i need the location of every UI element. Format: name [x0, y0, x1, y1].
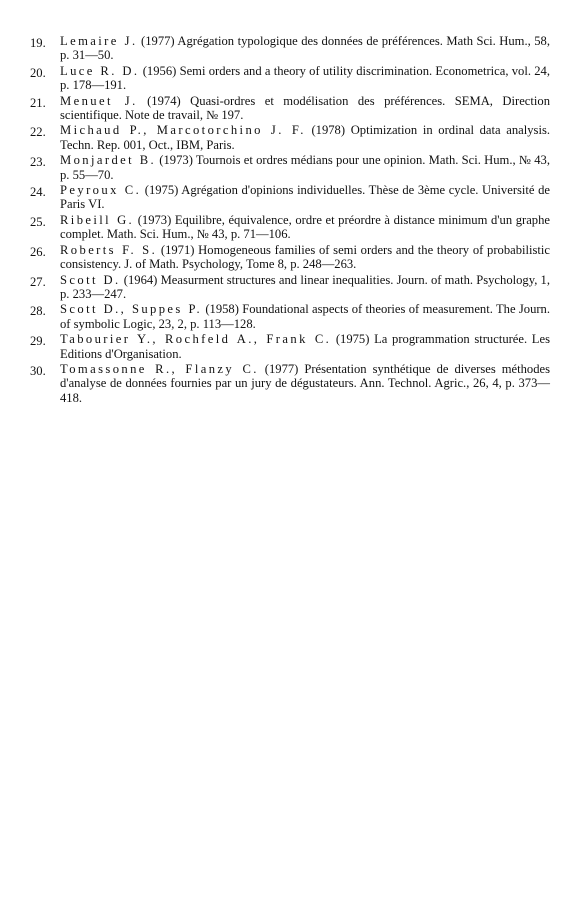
reference-number: 28. [30, 304, 46, 319]
reference-number: 27. [30, 274, 46, 289]
reference-text: (1978) Optimization in ordinal data analysis. Techn. Rep. 001, Oct., IBM, Paris. [60, 123, 550, 152]
reference-author: Monjardet B. [60, 153, 157, 168]
reference-text: (1973) Tournois et ordres médians pour une opinion. Math. Sci. Hum., № 43, p. 55—70. [60, 153, 550, 182]
reference-text: (1977) Présentation synthétique de diverses méthodes d'analyse de données fournies par un jury de dégustateurs. Ann. Technol. Agric., 26, 4, p. 373—418. [60, 361, 550, 405]
reference-item [30, 213, 550, 242]
reference-item [30, 153, 550, 182]
reference-author: Scott D., Suppes P. [60, 302, 203, 317]
reference-number: 30. [30, 363, 46, 378]
reference-author: Tomassonne R., Flanzy C. [60, 361, 259, 376]
reference-text: (1975) Agrégation d'opinions individuelles. Thèse de 3ème cycle. Université de Paris VI. [60, 183, 550, 212]
reference-author: Michaud P., Marcotorchino J. F. [60, 123, 306, 138]
reference-number: 21. [30, 95, 46, 110]
reference-author: Menuet J. [60, 93, 138, 108]
reference-list [30, 34, 550, 406]
reference-item [30, 94, 550, 123]
reference-number: 23. [30, 155, 46, 170]
reference-text: (1956) Semi orders and a theory of utility discrimination. Econometrica, vol. 24, p. 178—191. [60, 63, 550, 93]
reference-author: Scott D. [60, 272, 121, 287]
reference-author: Tabourier Y., Rochfeld A., Frank C. [60, 332, 332, 347]
reference-item [30, 332, 550, 361]
reference-number: 20. [30, 65, 46, 80]
reference-author: Lemaire J. [60, 34, 138, 48]
reference-text: (1971) Homogeneous families of semi orders and the theory of probabilistic consistency. J. of Math. Psychology, Tome 8, p. 248—263. [60, 242, 550, 272]
reference-text: (1974) Quasi-ordres et modélisation des préférences. SEMA, Direction scientifique. Note de travail, № 197. [60, 93, 550, 123]
reference-text: (1958) Foundational aspects of theories of measurement. The Journ. of symbolic Logic, 23, 2, p. 113—128. [60, 302, 551, 331]
reference-author: Roberts F. S. [60, 242, 158, 257]
reference-item [30, 243, 550, 272]
reference-item [30, 123, 550, 152]
reference-text: (1973) Equilibre, équivalence, ordre et préordre à distance minimum d'un graphe complet. Math. Sci. Hum., № 43, p. 71—106. [60, 212, 550, 242]
reference-number: 26. [30, 244, 46, 259]
reference-number: 25. [30, 214, 46, 229]
reference-text: (1964) Measurment structures and linear inequalities. Journ. of math. Psychology, 1, p. 233—247. [60, 272, 551, 301]
reference-number: 19. [30, 36, 46, 50]
reference-author: Luce R. D. [60, 63, 140, 78]
reference-text: (1975) La programmation structurée. Les Editions d'Organisation. [60, 332, 550, 361]
reference-number: 24. [30, 185, 46, 200]
reference-item [30, 273, 550, 302]
reference-item [30, 34, 550, 63]
reference-number: 22. [30, 125, 46, 140]
reference-item [30, 64, 550, 93]
reference-author: Ribeill G. [60, 212, 135, 227]
reference-item [30, 302, 550, 331]
reference-item [30, 362, 550, 405]
reference-text: (1977) Agrégation typologique des données de préférences. Math Sci. Hum., 58, p. 31—50. [60, 34, 550, 63]
reference-author: Peyroux C. [60, 183, 142, 198]
reference-item [30, 183, 550, 212]
reference-number: 29. [30, 334, 46, 349]
